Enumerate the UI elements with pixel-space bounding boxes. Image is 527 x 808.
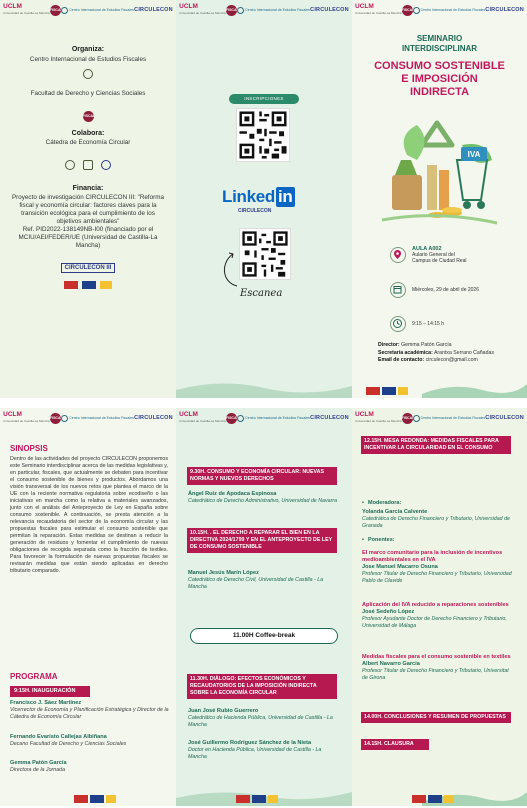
- uclm-logo: UCLM Universidad de Castilla-La Mancha: [179, 411, 226, 423]
- speaker-callejas: Fernando Evaristo Callejas Albiñana Decano Facultad de Derecho y Ciencias Sociales: [10, 734, 127, 747]
- moderadora-garcia: Yolanda García Calvente Catedrática de Derecho Financiero y Tributario, Universidad de Granada: [362, 509, 510, 529]
- funding-logos: [366, 387, 408, 395]
- organiza-label: Organiza:: [71, 46, 105, 53]
- financia-ref: Ref. PID2022-138149NB-I00 (financiado por el MCIU/AEI/FEDER/UE (Universidad de Castilla-La Mancha): [18, 226, 158, 249]
- speaker-rubio: Juan José Rubio Guerrero Catedrático de Hacienda Pública, Universidad de Castilla - La Mancha: [188, 708, 333, 728]
- funding-logos: [412, 795, 454, 803]
- svg-text:IVA: IVA: [467, 150, 481, 159]
- ciet-logo: Centro Internacional de Estudios Fiscales: [237, 415, 310, 422]
- inscripciones-qr-code[interactable]: [236, 108, 290, 162]
- clausura-block: 14.15H. CLAUSURA: [361, 739, 429, 750]
- sheet-separator: [0, 398, 527, 408]
- speaker-saez: Francisco J. Sáez Martínez Vicerrector de Economía y Planificación Estratégica y Director de la Cátedra de Economía Circular: [10, 700, 169, 720]
- fiscal-logo: FISCAL: [50, 413, 61, 424]
- colabora-catedra: Cátedra de Economía Circular: [45, 139, 131, 146]
- speaker-paton: Gemma Patón García Directora de la Jornada: [10, 760, 67, 773]
- ponentes-label: • Ponentes:: [368, 537, 395, 543]
- funding-logos: [8, 276, 168, 294]
- calendar-icon: [390, 282, 406, 298]
- date-row: [390, 282, 479, 298]
- ciet-logo: Centro Internacional de Estudios Fiscales: [413, 415, 486, 422]
- sinopsis-text: Dentro de las actividades del proyecto CIRCULECON proponemos este Seminario interdisciplinar acerca de las medidas legislativas y, en particular, fiscales, que actualmente se debaten para incentivar el consumo sostenible de bienes y productos. Abordamos una visión transversal de los nuevos retos que plantea el marco de la UE con la reciente normativa regulatoria sobre ecodiseño o las iniciativas en marcha como la relativa a materiales avanzados, junto con el análisis del Anteproyecto de Ley en España sobre consumo sostenible. A continuación, se presta atención a la relevancia recaudatoria del sector de la economía circular y las propuestas fiscales para estimular el consumo sostenible que permitan la reparación. Estas medidas se destinan a reducir la generación de residuos y fomentar el cumplimiento de nuevas obligaciones de recogida separada como la fracción de textiles. Para favorecer la formulación de nuevas propuestas fiscales se revisarán medidas que están siendo aplicadas en derecho tributario comparado.: [10, 456, 168, 574]
- circulecon-logo: CIRCULECON: [485, 415, 524, 421]
- speaker-marin: Manuel Jesús Marín López Catedrático de Derecho Civil, Universidad de Castilla - La Mancha: [188, 570, 324, 590]
- logo-strip: [176, 3, 352, 17]
- inauguracion-block: 9:15H. INAUGURACIÓN: [10, 686, 90, 697]
- uclm-logo: UCLM Universidad de Castilla-La Mancha: [355, 3, 402, 15]
- location-row: [390, 246, 472, 264]
- contact-email[interactable]: circulecon@gmail.com: [425, 357, 478, 363]
- fiscal-logo: FISCAL: [50, 5, 61, 16]
- financia-text: Proyecto de investigación CIRCULECON III: "Reforma fiscal y economía circular: factores claves para la transición ecológica para el cumplimiento de los objetivos ambientales": [11, 194, 165, 225]
- organiza-ciet: Centro Internacional de Estudios Fiscales: [29, 56, 147, 63]
- uclm-logo: UCLM Universidad de Castilla-La Mancha: [179, 3, 226, 15]
- moderadora-label: • Moderadora:: [368, 500, 401, 506]
- logo-strip: [352, 411, 527, 425]
- programa-heading: PROGRAMA: [10, 672, 58, 681]
- time-row: [390, 316, 444, 332]
- location-text: Aulario General del Campus de Ciudad Real: [412, 252, 467, 264]
- circulecon-logo: CIRCULECON: [485, 7, 524, 13]
- fiscal-logo: FISCAL: [402, 5, 413, 16]
- ciet-logo: Centro Internacional de Estudios Fiscales: [61, 415, 134, 422]
- logo-strip: [176, 411, 352, 425]
- brochure-front: [0, 0, 527, 398]
- decorative-wave: [422, 374, 527, 398]
- logo-strip: [0, 411, 176, 425]
- session-reparar-title: 10.15H. . EL DERECHO A REPARAR EL BIEN EN LA DIRECTIVA 2024/1799 Y EN EL ANTEPROYECTO DE LEY DE CONSUMO SOSTENIBLE: [187, 528, 337, 553]
- seminar-type: SEMINARIO INTERDISCIPLINAR: [401, 34, 478, 53]
- sinopsis-heading: SINOPSIS: [10, 444, 48, 453]
- coffee-break: 11.00H Coffee-break: [190, 628, 338, 644]
- front-panel-credits: [0, 0, 176, 398]
- logo-strip: [0, 3, 176, 17]
- front-panel-cover: [352, 0, 527, 398]
- time-text: 9:15 – 14:15 h: [412, 321, 444, 327]
- funding-logos: [74, 795, 116, 803]
- fiscal-mini-logo: FISCAL: [8, 104, 168, 122]
- fiscal-logo: FISCAL: [226, 5, 237, 16]
- financia-label: Financia:: [72, 185, 104, 192]
- fiscal-logo: FISCAL: [226, 413, 237, 424]
- ciet-mini-logo: [8, 66, 168, 84]
- logo-strip: [352, 3, 527, 17]
- seminar-title: CONSUMO SOSTENIBLE E IMPOSICIÓN INDIRECTA: [374, 60, 505, 98]
- organiza-facultad: Facultad de Derecho y Ciencias Sociales: [30, 90, 146, 97]
- contact-block: Director: Gemma Patón García Secretaría académica: Arantxa Serrano Cañadas Email de contacto: circulecon@gmail.com: [378, 342, 494, 363]
- fiscal-logo: FISCAL: [402, 413, 413, 424]
- brochure-back: [0, 408, 527, 806]
- linkedin-qr-code[interactable]: [239, 228, 291, 280]
- location-pin-icon: [390, 247, 406, 263]
- ciet-logo: Centro Internacional de Estudios Fiscales: [61, 7, 134, 14]
- session-dialogo-title: 11.30H. DIÁLOGO: EFECTOS ECONÓMICOS Y RECAUDATORIOS DE LA IMPOSICIÓN INDIRECTA SOBRE LA ECONOMÍA CIRCULAR: [187, 674, 337, 699]
- uclm-logo: UCLM Universidad de Castilla-La Mancha: [355, 411, 402, 423]
- ponente-sedeno: Aplicación del IVA reducido a reparaciones sostenibles José Sedeño López Profesor Ayudante Doctor de Derecho Financiero y Tributario, Universidad de Málaga: [362, 602, 509, 629]
- circulecon-logo: CIRCULECON: [134, 415, 173, 421]
- ciet-logo: Centro Internacional de Estudios Fiscales: [413, 7, 486, 14]
- circulecon-iii-logo: CIRCULECON III: [8, 256, 168, 274]
- ponente-macarro: El marco comunitario para la inclusión de incentivos medioambientales en el IVA Jose Manuel Macarro Osuna Profesor Titular de Derecho Financiero y Tributario, Universidad Pablo de Olavide: [362, 550, 512, 584]
- circulecon-linkedin-logo: CIRCULECON: [238, 208, 272, 214]
- inscripciones-badge: INSCRIPCIONES: [229, 94, 299, 104]
- circulecon-logo: CIRCULECON: [310, 7, 349, 13]
- clock-icon: [390, 316, 406, 332]
- uclm-logo: UCLM Universidad de Castilla-La Mancha: [3, 3, 50, 15]
- curved-arrow-icon: [219, 250, 241, 290]
- front-panel-inscripciones: [176, 0, 352, 398]
- escanea-label: Escanea: [240, 288, 283, 299]
- decorative-wave: [176, 368, 352, 398]
- mesa-redonda-title: 12.15H. MESA REDONDA: MEDIDAS FISCALES PARA INCENTIVAR LA CIRCULARIDAD EN EL CONSUMO: [361, 436, 511, 454]
- sustainable-consumption-illustration: [377, 115, 502, 235]
- uclm-logo: UCLM Universidad de Castilla-La Mancha: [3, 411, 50, 423]
- location-title: AULA A002: [412, 246, 442, 252]
- ciet-logo: Centro Internacional de Estudios Fiscales: [237, 7, 310, 14]
- date-text: Miércoles, 29 de abril de 2026: [412, 287, 479, 293]
- colabora-label: Colabora:: [71, 130, 105, 137]
- circulecon-logo: CIRCULECON: [134, 7, 173, 13]
- speaker-ruiz: Ángel Ruiz de Apodaca Espinosa Catedrático de Derecho Administrativo, Universidad de Navarra: [188, 491, 338, 504]
- colabora-logos: [8, 157, 168, 175]
- ponente-navarro: Medidas fiscales para el consumo sostenible en textiles Albert Navarro García Profesor Titular de Derecho Financiero y Tributario, Universitat de Girona: [362, 654, 511, 681]
- linkedin-logo[interactable]: Linked in: [222, 187, 293, 206]
- conclusiones-block: 14.00H. CONCLUSIONES Y RESUMEN DE PROPUESTAS: [361, 712, 511, 723]
- speaker-rodriguez: José Guillermo Rodríguez Sánchez de la Nieta Doctor en Hacienda Pública, Universidad de Castilla - La Mancha: [188, 740, 322, 760]
- session-consumo-title: 9.30H. CONSUMO Y ECONOMÍA CIRCULAR: NUEVAS NORMAS Y NUEVOS DERECHOS: [187, 467, 337, 485]
- funding-logos: [236, 795, 278, 803]
- back-panel-sinopsis: [0, 408, 176, 806]
- circulecon-logo: CIRCULECON: [310, 415, 349, 421]
